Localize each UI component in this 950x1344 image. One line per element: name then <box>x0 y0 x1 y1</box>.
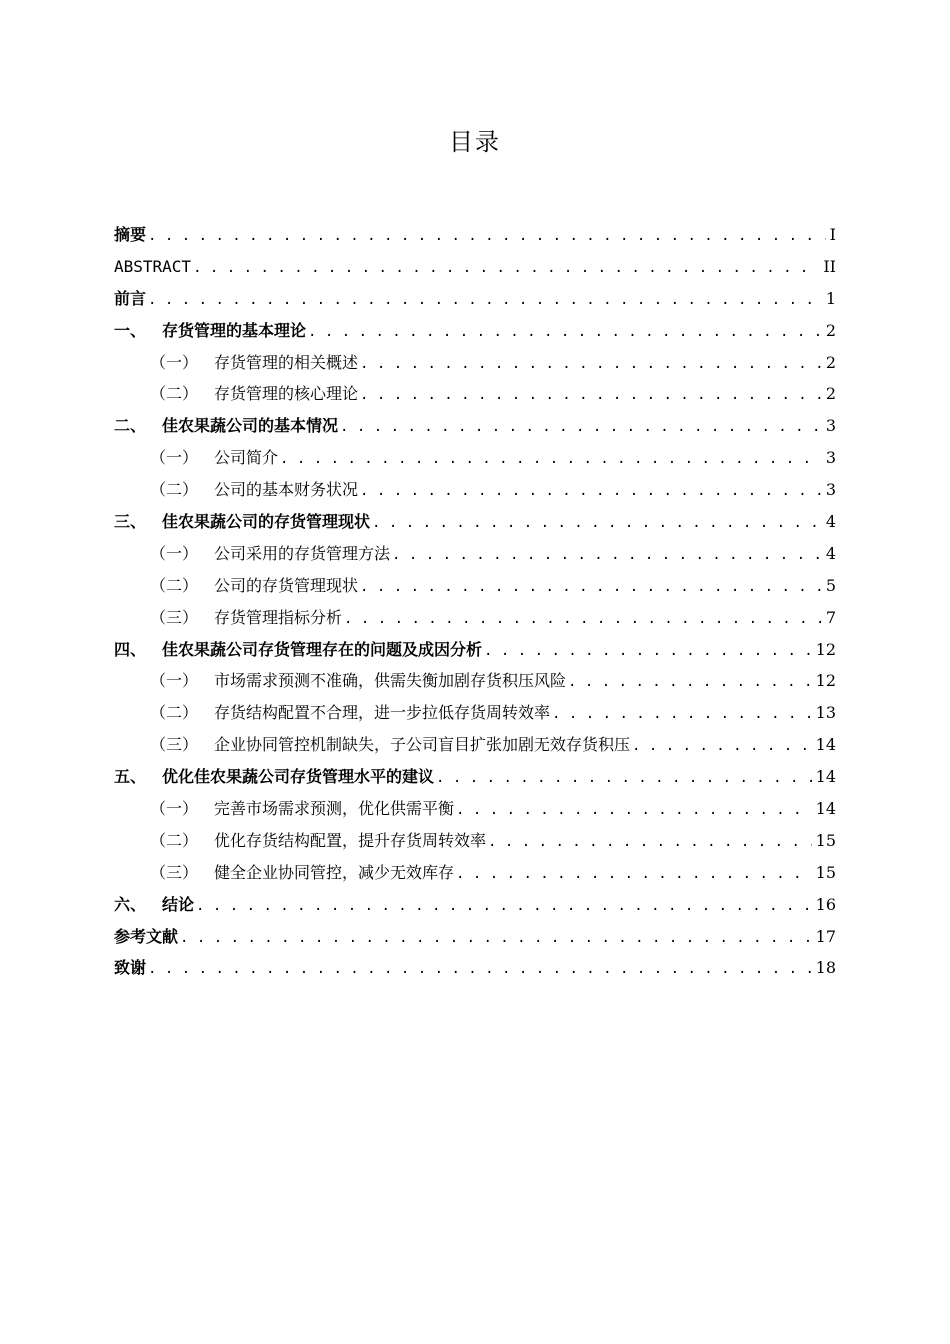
toc-entry[interactable] <box>114 219 836 251</box>
toc-entry-text <box>114 952 146 984</box>
toc-entry-text <box>114 251 191 283</box>
toc-entry-label: 公司简介 <box>214 448 279 468</box>
dot-leader <box>360 476 822 508</box>
toc-entry-label: 摘要 <box>114 225 147 244</box>
toc-entry-text <box>150 442 278 474</box>
toc-entry-text <box>150 602 342 634</box>
dot-leader <box>148 954 812 986</box>
toc-entry-label: 公司采用的存货管理方法 <box>214 543 391 563</box>
toc-entry-label: 优化存货结构配置，提升存货周转效率 <box>214 830 487 850</box>
toc-entry-label: 存货管理的基本理论 <box>162 320 307 340</box>
toc-page-number: 7 <box>825 607 836 627</box>
toc-entry[interactable] <box>114 857 836 889</box>
toc-entry-number: （一） <box>150 352 199 372</box>
page-title: 目录 <box>449 128 501 156</box>
dot-leader <box>360 349 822 381</box>
toc-entry[interactable] <box>114 378 836 410</box>
toc-entry-number: （二） <box>150 384 199 404</box>
toc-entry-number: 六、 <box>114 894 147 914</box>
toc-entry[interactable] <box>114 347 836 379</box>
dot-leader <box>360 572 822 604</box>
toc-entry-number: （三） <box>150 607 199 627</box>
toc-entry[interactable] <box>114 761 836 793</box>
toc-entry-label: 参考文献 <box>114 926 179 946</box>
toc-entry-text <box>114 921 178 953</box>
toc-entry-text <box>114 315 306 347</box>
toc-entry-number: 一、 <box>114 320 147 340</box>
toc-entry[interactable] <box>114 506 836 538</box>
toc-entry-number: 四、 <box>114 639 147 659</box>
toc-entry[interactable] <box>114 729 836 761</box>
toc-page-number: 14 <box>815 767 836 787</box>
dot-leader <box>180 923 812 955</box>
toc-entry-text <box>150 793 454 825</box>
toc-entry[interactable] <box>114 251 836 283</box>
toc-page-number: 18 <box>815 958 836 978</box>
dot-leader <box>148 285 822 317</box>
toc-entry[interactable] <box>114 665 836 697</box>
toc-entry-text <box>150 857 454 889</box>
toc-page-number: 5 <box>825 575 836 595</box>
toc-page-number: 4 <box>825 512 836 532</box>
dot-leader <box>456 859 812 891</box>
toc-entry-label: 存货结构配置不合理，进一步拉低存货周转效率 <box>214 703 551 723</box>
toc-entry-text <box>114 506 370 538</box>
toc-entry[interactable] <box>114 889 836 921</box>
dot-leader <box>196 891 812 923</box>
toc-entry[interactable] <box>114 442 836 474</box>
dot-leader <box>632 731 812 763</box>
toc-entry-number: （二） <box>150 830 199 850</box>
toc-entry-number: （三） <box>150 735 199 755</box>
toc-entry-text <box>150 665 566 697</box>
dot-leader <box>308 317 822 349</box>
toc-page-number: 16 <box>815 894 836 914</box>
toc-entry[interactable] <box>114 602 836 634</box>
toc-page-number: 15 <box>815 862 836 882</box>
toc-page-number: 2 <box>825 352 836 372</box>
toc-entry-number: 五、 <box>114 767 147 787</box>
toc-entry-text <box>114 889 194 921</box>
toc-entry-text <box>114 219 146 251</box>
toc-entry-number: 三、 <box>114 512 147 532</box>
dot-leader <box>552 699 812 731</box>
toc-page-number: 2 <box>825 384 836 404</box>
dot-leader <box>456 795 812 827</box>
toc-entry-text <box>114 283 146 315</box>
toc-entry-label: ABSTRACT <box>114 256 192 276</box>
dot-leader <box>488 827 812 859</box>
toc-entry-label: 致谢 <box>114 958 147 978</box>
toc-entry-text <box>114 761 434 793</box>
dot-leader <box>360 380 822 412</box>
toc-entry[interactable] <box>114 570 836 602</box>
toc-entry[interactable] <box>114 825 836 857</box>
toc-entry[interactable] <box>114 634 836 666</box>
toc-entry-label: 公司的基本财务状况 <box>214 480 359 500</box>
toc-page-number: 14 <box>815 799 836 819</box>
toc-entry-number: （二） <box>150 575 199 595</box>
toc-page-number: 12 <box>815 671 836 691</box>
toc-page-number: 3 <box>825 448 836 468</box>
dot-leader <box>436 763 812 795</box>
toc-page-number: 4 <box>825 543 836 563</box>
toc-entry[interactable] <box>114 474 836 506</box>
toc-entry-number: （一） <box>150 448 199 468</box>
toc-page-number: 13 <box>815 703 836 723</box>
toc-entry[interactable] <box>114 952 836 984</box>
toc-entry-number: （二） <box>150 480 199 500</box>
toc-entry[interactable] <box>114 410 836 442</box>
toc-entry-number: 二、 <box>114 416 147 436</box>
toc-entry-label: 结论 <box>162 894 195 914</box>
toc-entry-label: 存货管理指标分析 <box>214 607 343 627</box>
toc-entry-label: 佳农果蔬公司存货管理存在的问题及成因分析 <box>162 639 483 659</box>
toc-entry[interactable] <box>114 793 836 825</box>
toc-page-number: 12 <box>815 639 836 659</box>
toc-entry-number: （一） <box>150 543 199 563</box>
toc-entry-label: 前言 <box>114 288 147 308</box>
toc-entry-text <box>150 347 358 379</box>
toc-entry-number: （一） <box>150 671 199 691</box>
toc-entry-text <box>150 697 550 729</box>
dot-leader <box>484 636 812 668</box>
toc-entry-text <box>150 570 358 602</box>
toc-page-number: 2 <box>825 320 836 340</box>
dot-leader <box>392 540 822 572</box>
toc-entry-label: 佳农果蔬公司的存货管理现状 <box>162 512 371 532</box>
toc-entry-label: 企业协同管控机制缺失，子公司盲目扩张加剧无效存货积压 <box>214 735 631 755</box>
dot-leader <box>340 412 822 444</box>
toc-page-number: 3 <box>825 480 836 500</box>
toc-entry-label: 存货管理的相关概述 <box>214 352 359 372</box>
dot-leader <box>344 604 822 636</box>
toc-entry-text <box>150 474 358 506</box>
toc-page-number: 17 <box>815 926 836 946</box>
toc-entry-label: 佳农果蔬公司的基本情况 <box>162 416 339 436</box>
toc-entry-number: （二） <box>150 703 199 723</box>
toc-entry-text <box>150 378 358 410</box>
toc-entry-label: 公司的存货管理现状 <box>214 575 359 595</box>
toc-entry-label: 市场需求预测不准确，供需失衡加剧存货积压风险 <box>214 671 567 691</box>
toc-page-number: 3 <box>825 416 836 436</box>
dot-leader <box>372 508 822 540</box>
toc-entry-text <box>150 538 390 570</box>
toc-entry-text <box>114 410 338 442</box>
toc-entry-label: 优化佳农果蔬公司存货管理水平的建议 <box>162 767 435 787</box>
dot-leader <box>148 221 826 253</box>
toc-entry[interactable] <box>114 538 836 570</box>
toc-entry[interactable] <box>114 921 836 953</box>
toc-entry-label: 完善市场需求预测，优化供需平衡 <box>214 799 455 819</box>
toc-entry[interactable] <box>114 697 836 729</box>
toc-page-number: 1 <box>825 288 836 308</box>
toc-entry-text <box>150 729 630 761</box>
toc-page-number: 15 <box>815 830 836 850</box>
dot-leader <box>568 667 812 699</box>
dot-leader <box>193 253 819 285</box>
toc-entry-number: （三） <box>150 862 199 882</box>
toc-entry[interactable] <box>114 315 836 347</box>
toc-page-number: I <box>829 225 836 244</box>
toc-page-number: II <box>823 256 836 276</box>
toc-entry-number: （一） <box>150 799 199 819</box>
dot-leader <box>280 444 822 476</box>
table-of-contents <box>114 219 836 984</box>
toc-page-number: 14 <box>815 735 836 755</box>
toc-entry-label: 健全企业协同管控，减少无效库存 <box>214 862 455 882</box>
toc-entry-text <box>150 825 486 857</box>
toc-entry-text <box>114 634 482 666</box>
toc-entry-label: 存货管理的核心理论 <box>214 384 359 404</box>
toc-entry[interactable] <box>114 283 836 315</box>
